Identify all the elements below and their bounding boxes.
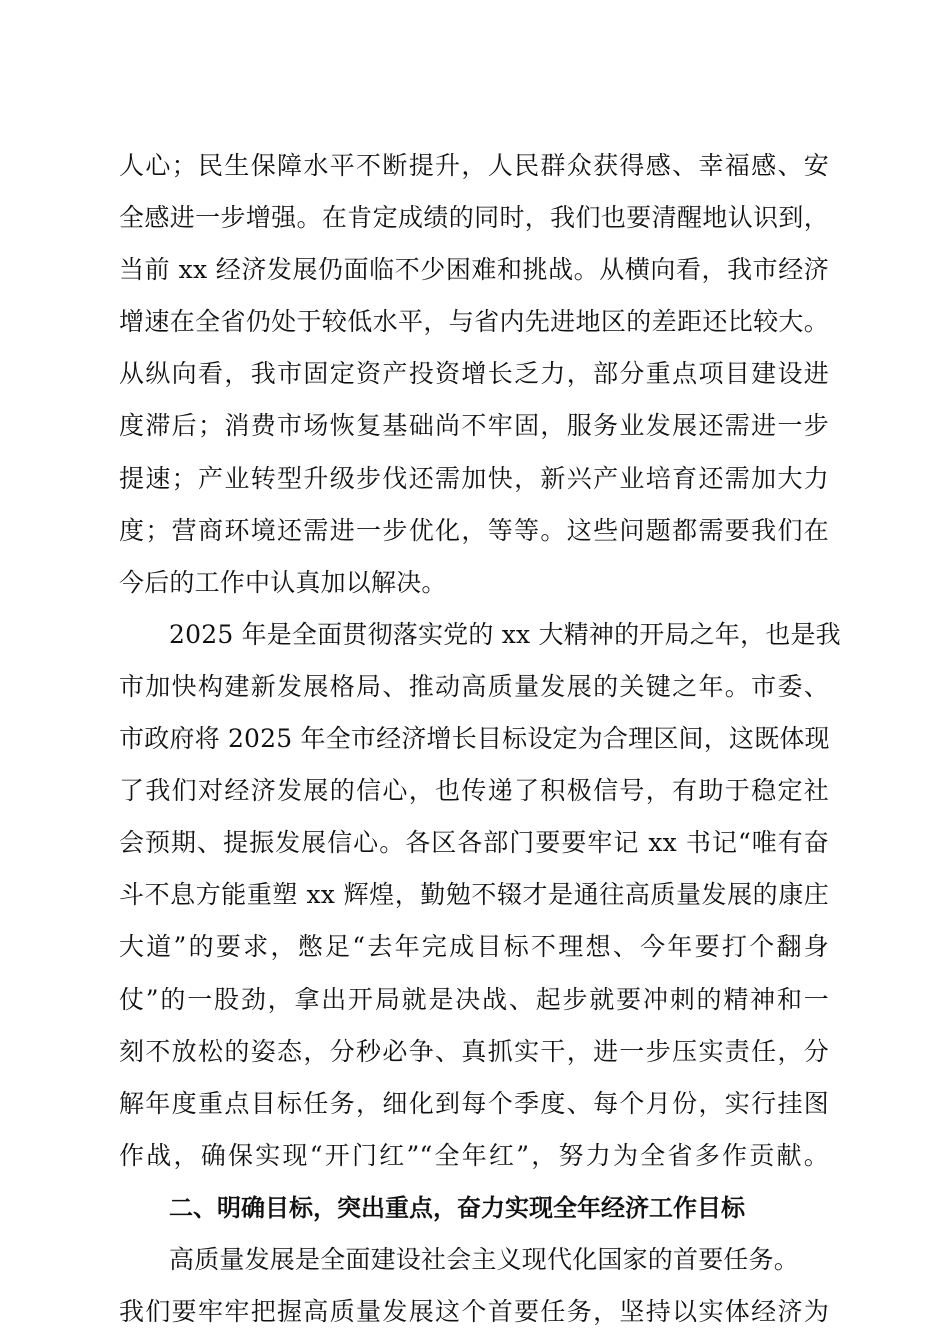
paragraph-line: 我们要牢牢把握高质量发展这个首要任务，坚持以实体经济为 — [119, 1297, 829, 1327]
paragraph-line: 刻不放松的姿态，分秒必争、真抓实干，进一步压实责任，分 — [119, 1036, 829, 1066]
paragraph-line: 大道”的要求，憋足“去年完成目标不理想、今年要打个翻身 — [119, 932, 829, 962]
paragraph-line: 市加快构建新发展格局、推动高质量发展的关键之年。市委、 — [119, 671, 829, 701]
paragraph-line: 解年度重点目标任务，细化到每个季度、每个月份，实行挂图 — [119, 1088, 829, 1118]
paragraph-line: 仗”的一股劲，拿出开局就是决战、起步就要冲刺的精神和一 — [119, 984, 829, 1014]
paragraph-line: 今后的工作中认真加以解决。 — [119, 567, 447, 597]
paragraph-line: 增速在全省仍处于较低水平，与省内先进地区的差距还比较大。 — [119, 307, 829, 337]
paragraph-line: 会预期、提振发展信心。各区各部门要要牢记 xx 书记“唯有奋 — [119, 828, 829, 858]
paragraph-line: 作战，确保实现“开门红”“全年红”，努力为全省多作贡献。 — [119, 1140, 829, 1170]
paragraph-line: 全感进一步增强。在肯定成绩的同时，我们也要清醒地认识到， — [119, 203, 829, 233]
paragraph-line: 市政府将 2025 年全市经济增长目标设定为合理区间，这既体现 — [119, 724, 830, 754]
document-body — [119, 140, 841, 1338]
paragraph-line: 当前 xx 经济发展仍面临不少困难和挑战。从横向看，我市经济 — [119, 255, 829, 285]
paragraph-line: 度滞后；消费市场恢复基础尚不牢固，服务业发展还需进一步 — [119, 411, 829, 441]
paragraph-line: 度；营商环境还需进一步优化，等等。这些问题都需要我们在 — [119, 515, 829, 545]
paragraph-line: 从纵向看，我市固定资产投资增长乏力，部分重点项目建设进 — [119, 359, 829, 389]
paragraph-line: 人心；民生保障水平不断提升，人民群众获得感、幸福感、安 — [119, 151, 829, 180]
section-heading: 二、明确目标，突出重点，奋力实现全年经济工作目标 — [169, 1193, 745, 1222]
paragraph-line: 提速；产业转型升级步伐还需加快，新兴产业培育还需加大力 — [119, 463, 829, 493]
paragraph-line: 2025 年是全面贯彻落实党的 xx 大精神的开局之年，也是我 — [169, 619, 841, 649]
paragraph-line: 斗不息方能重塑 xx 辉煌，勤勉不辍才是通往高质量发展的康庄 — [119, 880, 829, 910]
paragraph-line: 了我们对经济发展的信心，也传递了积极信号，有助于稳定社 — [119, 776, 829, 806]
paragraph-line: 高质量发展是全面建设社会主义现代化国家的首要任务。 — [169, 1244, 800, 1274]
